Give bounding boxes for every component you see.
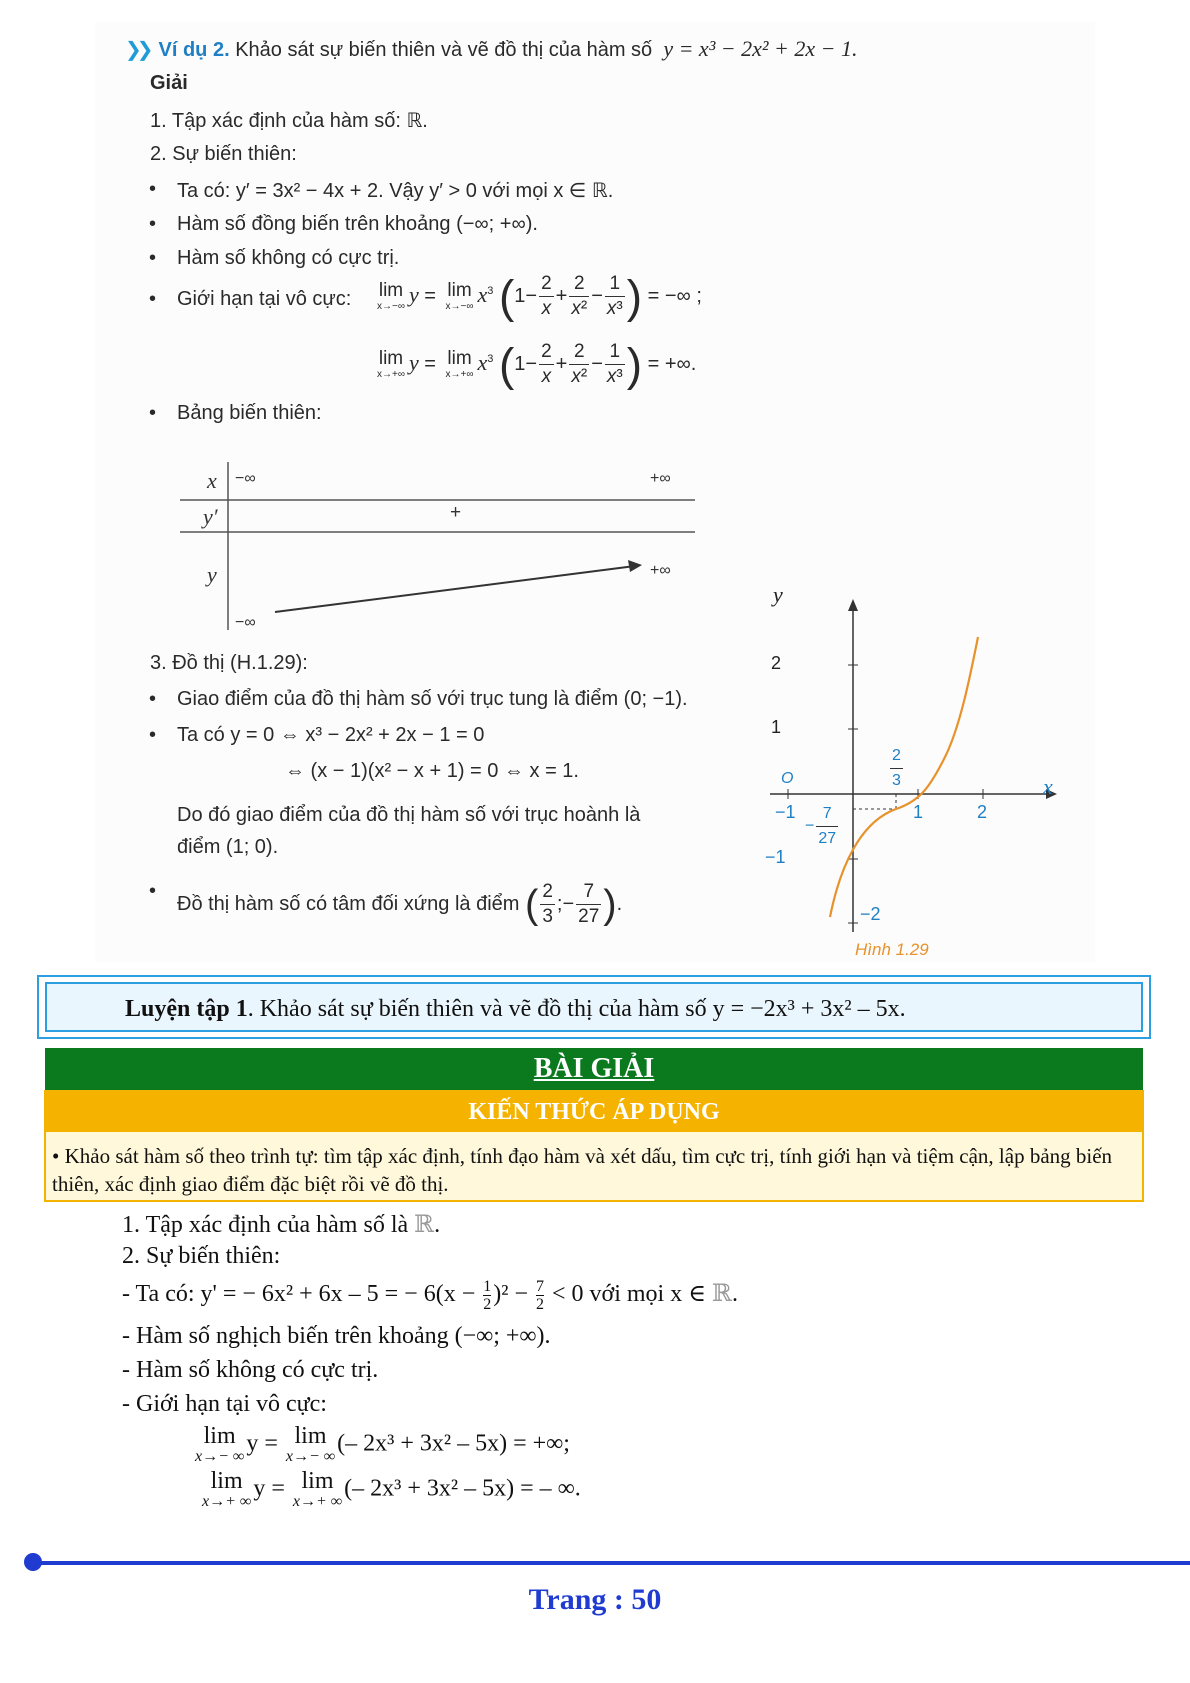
vt-row-x: x <box>207 468 217 493</box>
vt-row-dy: y′ <box>203 504 218 529</box>
example-heading: ❯❯ Ví dụ 2. Khảo sát sự biến thiên và vẽ đồ thị của hàm số y = x³ − 2x² + 2x − 1. <box>125 36 858 61</box>
example-bullet-table: • Bảng biến thiên: <box>177 402 322 425</box>
textbook-example <box>95 22 1095 962</box>
example-step3: 3. Đồ thị (H.1.29): <box>150 652 308 674</box>
example-bullet-increasing: • Hàm số đồng biến trên khoảng (−∞; +∞). <box>177 213 538 236</box>
solution-line3: - Ta có: y' = − 6x² + 6x – 5 = − 6(x − $\frac{1}{2}$ )² − $\frac{7}{2}$ < 0 với mọi x ∈ ℝ. <box>122 1278 738 1313</box>
limit-line-2: lim x→+∞ y = lim x→+∞ $x^3$ (1− $\frac{2}{x}$ + $\frac{2}{\text{x²}}$ − $\frac{1}{\text{x³}}$ ) = +∞. <box>377 338 697 391</box>
graph-origin: O <box>781 770 794 787</box>
knowledge-body: • Khảo sát hàm số theo trình tự: tìm tập xác định, tính đạo hàm và xét dấu, tìm cực trị, tính giới hạn và tiệm cận, lập bảng biến thiên, xác định giao điểm đặc biệt rồi vẽ đồ thị. <box>52 1144 1113 1196</box>
example-bullet-no-extrema: • Hàm số không có cực trị. <box>177 247 399 270</box>
practice-text: Luyện tập 1. Khảo sát sự biến thiên và vẽ đồ thị của hàm số y = −2x³ + 3x² – 5x. <box>125 996 906 1022</box>
graph-tick-x-1: 1 <box>913 802 924 822</box>
example-bullet-derivative: • Ta có: y′ = 3x² − 4x + 2. Vậy y′ > 0 với mọi x ∈ ℝ. <box>177 178 613 203</box>
graph-axis-x: x <box>1043 774 1053 799</box>
practice-box <box>37 975 1151 1039</box>
graph-figure <box>770 597 1070 937</box>
example-step1: 1. Tập xác định của hàm số: ℝ. <box>150 110 428 132</box>
example-equation-line2: ⇔ (x − 1)(x² − x + 1) = 0 ⇔ x = 1. <box>285 760 579 782</box>
example-bullet-equation: • Ta có y = 0 ⇔ x³ − 2x² + 2x − 1 = 0 <box>177 724 484 747</box>
solution-line1: 1. Tập xác định của hàm số là ℝ. <box>122 1212 441 1238</box>
example-bullet-y-intercept: • Giao điểm của đồ thị hàm số với trục tung là điểm (0; −1). <box>177 688 688 711</box>
graph-tick-x-neg1: −1 <box>775 802 796 822</box>
solution-line4: - Hàm số nghịch biến trên khoảng (−∞; +∞). <box>122 1323 551 1349</box>
page-number: Trang : 50 <box>528 1583 662 1616</box>
graph-tick-y-neg2: −2 <box>860 904 881 924</box>
vt-y-right: +∞ <box>650 562 671 579</box>
graph-frac-neg-7-27: − $\frac{7}{27}$ <box>805 802 840 851</box>
graph-axis-y: y <box>773 582 783 607</box>
solution-line5: - Hàm số không có cực trị. <box>122 1357 379 1383</box>
vt-x-left: −∞ <box>235 470 256 487</box>
solution-title: Giải <box>150 72 188 94</box>
example-conclusion-1: Do đó giao điểm của đồ thị hàm số với trục hoành là <box>177 804 641 826</box>
example-step2: 2. Sự biến thiên: <box>150 143 297 165</box>
knowledge-box <box>44 1090 1144 1202</box>
knowledge-title: KIẾN THỨC ÁP DỤNG <box>46 1092 1142 1132</box>
vt-x-right: +∞ <box>650 470 671 487</box>
figure-caption: Hình 1.29 <box>855 940 929 959</box>
graph-tick-x-2: 2 <box>977 802 988 822</box>
solution-header: BÀI GIẢI <box>45 1048 1143 1090</box>
footer-line <box>28 1561 1190 1565</box>
graph-frac-2-3: $\frac{2}{3}$ <box>888 744 905 793</box>
solution-line6: - Giới hạn tại vô cực: <box>122 1391 327 1417</box>
vt-row-y: y <box>207 562 217 587</box>
solution-limit-a: lim x→− ∞ y = lim x→− ∞ (– 2x³ + 3x² – 5x) = +∞; <box>195 1423 570 1465</box>
example-bullet-limits: • Giới hạn tại vô cực: <box>177 288 351 311</box>
graph-tick-y-2: 2 <box>771 653 782 673</box>
graph-tick-y-1: 1 <box>771 717 782 737</box>
example-bullet-symmetry: • Đồ thị hàm số có tâm đối xứng là điểm ( $\frac{2}{3}$ ;− $\frac{7}{27}$ ). <box>177 880 622 929</box>
example-conclusion-2: điểm (1; 0). <box>177 836 279 858</box>
solution-limit-b: lim x→+ ∞ y = lim x→+ ∞ (– 2x³ + 3x² – 5x) = – ∞. <box>202 1468 581 1510</box>
limit-line-1: lim x→−∞ y = lim x→−∞ $x^3$ (1− $\frac{2}{x}$ + $\frac{2}{\text{x²}}$ − $\frac{1}{\text{x³}}$ ) = −∞ ; <box>377 270 702 323</box>
chevron-right-icon: ❯❯ <box>125 39 149 61</box>
graph-tick-y-neg1: −1 <box>765 847 786 867</box>
solution-line2: 2. Sự biến thiên: <box>122 1243 281 1269</box>
vt-dy-sign: + <box>450 502 462 523</box>
vt-y-left: −∞ <box>235 614 256 631</box>
